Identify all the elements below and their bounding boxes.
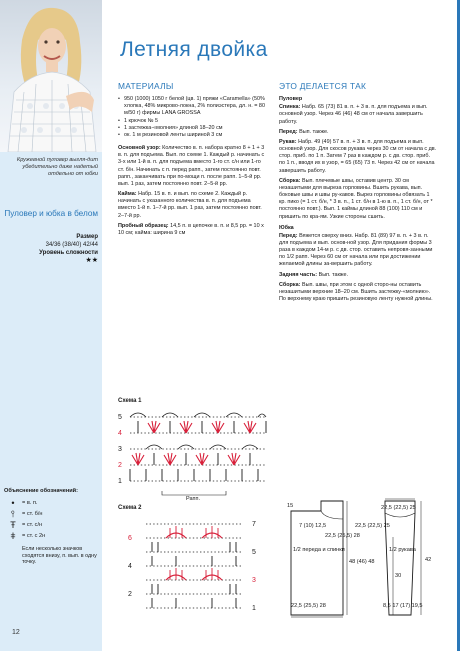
legend-text: = ст. с/н	[22, 522, 43, 528]
assembly-label: Сборка:	[279, 177, 301, 184]
main-pattern-text: Количество в. п. набора кратно 8 + 1 + 3 в. п. для подъема. Вып. по схеме 1. Каждый р. начинать с 3-х или 1-й в. п. для подъема вместо 1-го ст. с/н или 1-го ст. б/н. Начинать с п. перед рапп., затем постоянно повт. рапп., заканчивать при по-мощи п. после рапп. 1–5-й рр. вып. 1 раз, затем постоянно повт. 2–5-й рр.	[118, 145, 265, 187]
skirt-assembly-paragraph	[279, 282, 437, 303]
back-label: Спинка:	[279, 104, 301, 111]
skirt-back-paragraph	[279, 272, 437, 279]
size-block	[4, 233, 98, 265]
scheme2-row-number: 2	[128, 591, 132, 598]
kaima-label: Кайма:	[118, 191, 137, 198]
materials-item: • 950 (1000) 1050 г белой (цв. 1) пряжи «Caramella» (50% хлопка, 48% микрово-локна, 2% полиэстера, дл. н. = 80 м/50 г) фирмы LANA GROSSA	[118, 96, 268, 117]
rapport-label: Рапп.	[186, 496, 201, 501]
page-number: 12	[12, 629, 20, 636]
dim-sleeve-height: 42	[425, 557, 432, 563]
left-sidebar	[0, 0, 102, 651]
treble-crochet-icon: ǂ	[10, 531, 16, 541]
scheme1-row-number: 4	[118, 430, 122, 437]
scheme1-row-number: 2	[118, 462, 122, 469]
legend-row-chain	[4, 498, 100, 509]
skirt-front-text: Вяжется сверху вниз. Набр. 81 (89) 97 в. п. + 3 в. п. для подъема и вып. основ-ной узор. Для придания формы 3 раза в каждом 14-м р. с дв. стор. оставить непровя-занными по 1/2 рапп. Через 60 см от начала или при достижении желаемой длины за-вершить работу.	[279, 232, 433, 268]
legend-note: Если несколько значков сходятся внизу, п. вып. в одну точку.	[22, 546, 97, 566]
legend-heading: Объяснение обозначений:	[4, 488, 78, 494]
materials-item-text: ок. 1 м резиновой ленты шириной 3 см	[124, 131, 223, 138]
skirt-back-text: Вып. также.	[318, 271, 349, 278]
chain-stitch-icon: •	[11, 498, 15, 508]
scheme1-row-number: 1	[118, 478, 122, 485]
materials-item-text: 950 (1000) 1050 г белой (цв. 1) пряжи «Caramella» (50% хлопка, 48% микрово-локна, 2% полиэстера, дл. н. = 80 м/50 г) фирмы LANA GROSSA	[124, 96, 265, 117]
scheme2-row-number: 5	[252, 549, 256, 556]
legend-row-tr	[4, 531, 100, 542]
sleeve-label: 1/2 рукава	[389, 547, 416, 553]
difficulty-stars: ★★	[85, 257, 98, 264]
dim-sleeve-inner: 30	[395, 573, 402, 579]
dim-width-left: 22,5 (25,5) 28	[325, 533, 360, 539]
symbol-legend	[4, 488, 100, 566]
pullover-heading: Пуловер	[279, 96, 303, 103]
scheme1-row-number: 5	[118, 414, 122, 421]
legend-row-sc	[4, 509, 100, 520]
instructions-heading: ЭТО ДЕЛАЕТСЯ ТАК	[279, 81, 367, 91]
scheme1-row-number: 3	[118, 446, 122, 453]
dim-15: 15	[287, 503, 294, 509]
main-pattern-paragraph	[118, 145, 268, 188]
sleeves-text: Набр. 49 (49) 57 в. п. + 3 в. п. для подъема и вып. основной узор. Для скосов рукава через 30 см от начала с дв. стор. приб. по 1 п. Затем 7 раз в каждом р. с дв. стор. приб. по 1 п., вводя их в узор, = 65 (65) 73 п. Через 42 см от начала завершить работу.	[279, 138, 437, 174]
front-text: Вып. также.	[299, 128, 329, 135]
scheme2-label: Схема 2	[118, 505, 142, 511]
skirt-back-label: Задняя часть:	[279, 271, 318, 278]
skirt-front-paragraph	[279, 233, 437, 269]
scheme1-diagram	[116, 407, 276, 501]
sample-text: 14,5 п. в цепочке в. п. и 8,5 рр. = 10 х 10 см; кайма: ширина 9 см	[118, 222, 264, 236]
dim-height-left: 48 (46) 48	[349, 559, 375, 565]
assembly-text: Вып. плечевые швы, оставив центр. 30 см незашитыми для выреза горловины. Вшить рукава, вып. боковые швы и швы ру-кавов. Вырез горловины обвязать 1 кр. пико (= 1 ст. б/н, * 3 в. п., 1 ст. б/н в 1-ю в. п., 1 ст. б/н, от * постоянно повт.). Вып. 1 каймы длиной 88 (100) 110 см и пришить по кра-ям. Узкие стороны сшить.	[279, 177, 433, 220]
skirt-assembly-text: Вып. швы, при этом с одной сторо-ны оставить незашитыми верхние 18–20 см. Вшить застежку-«молнию». По верхнему краю пришить резиновую ленту нужной длины.	[279, 281, 433, 303]
dim-sleeve-width: 22,5 (22,5) 25	[355, 523, 390, 529]
legend-text: = в. п.	[22, 500, 38, 506]
sample-paragraph	[118, 223, 268, 237]
dim-bottom-right: 8,5 17 (17) 19,5	[383, 603, 423, 609]
dim-top-right: 22,5 (22,5) 25	[381, 505, 416, 511]
scheme2-row-number: 6	[128, 535, 132, 542]
single-crochet-icon: ⫯	[11, 509, 15, 519]
assembly-paragraph	[279, 178, 437, 221]
materials-item-text: 1 застежка-«молния» длиной 18–20 см	[124, 124, 223, 131]
materials-item: • 1 застежка-«молния» длиной 18–20 см	[118, 124, 223, 131]
sample-label: Пробный образец:	[118, 222, 169, 229]
front-label: Перед:	[279, 128, 298, 135]
kaima-text: Набр. 15 в. п. и вып. по схеме 2. Каждый р. начинать с указанного количества в. п. для подъема вместо 1-й п. 1–7-й рр. вып. 1 раз, затем постоянно повт. 2–7-й рр.	[118, 191, 262, 219]
dim-bottom-left: 22,5 (25,5) 28	[291, 603, 326, 609]
back-paragraph	[279, 104, 437, 125]
size-value: 34/36 (38/40) 42/44	[45, 242, 98, 248]
materials-item: • ок. 1 м резиновой ленты шириной 3 см	[118, 131, 223, 138]
materials-item: • 1 крючок № 5	[118, 117, 159, 124]
dim-top-left: 7 (10) 12,5	[299, 523, 327, 529]
legend-row-dc	[4, 520, 100, 531]
main-pattern-label: Основной узор:	[118, 145, 161, 152]
materials-heading: МАТЕРИАЛЫ	[118, 81, 174, 91]
skirt-assembly-label: Сборка:	[279, 281, 301, 288]
model-title: Пуловер и юбка в белом	[4, 209, 98, 218]
skirt-heading: Юбка	[279, 224, 294, 231]
photo-caption: Кружевной пуловер выгля-дит убедительно даже надетый отдельно от юбки	[16, 157, 98, 178]
scheme2-row-number: 7	[252, 521, 256, 528]
scheme2-diagram	[116, 514, 276, 614]
model-photo-image	[0, 0, 102, 152]
sleeves-label: Рукав:	[279, 138, 297, 145]
page-title: Летняя двойка	[120, 38, 268, 61]
skirt-front-label: Перед:	[279, 232, 298, 239]
legend-text: = ст. с 2н	[22, 533, 46, 539]
scheme1-label: Схема 1	[118, 398, 142, 404]
sleeves-paragraph	[279, 139, 437, 175]
kaima-paragraph	[118, 191, 268, 220]
scheme2-row-number: 1	[252, 605, 256, 612]
double-crochet-icon: Ŧ	[10, 520, 16, 530]
model-photo	[0, 0, 102, 152]
legend-text: = ст. б/н	[22, 511, 43, 517]
difficulty-label: Уровень сложности	[39, 250, 98, 256]
materials-item-text: 1 крючок № 5	[124, 117, 159, 124]
materials-column	[118, 83, 268, 240]
scheme2-row-number: 4	[128, 563, 132, 570]
front-paragraph	[279, 129, 437, 136]
garment-schematic	[285, 497, 445, 619]
scheme2-row-number: 3	[252, 577, 256, 584]
back-text: Набр. 65 (73) 81 в. п. + 3 в. п. для подъема и вып. основной узор. Через 46 (46) 48 см от начала завершить работу.	[279, 104, 428, 125]
instructions-column	[279, 83, 437, 306]
front-back-label: 1/2 переда и спинки	[293, 547, 345, 553]
size-label: Размер	[76, 234, 98, 240]
